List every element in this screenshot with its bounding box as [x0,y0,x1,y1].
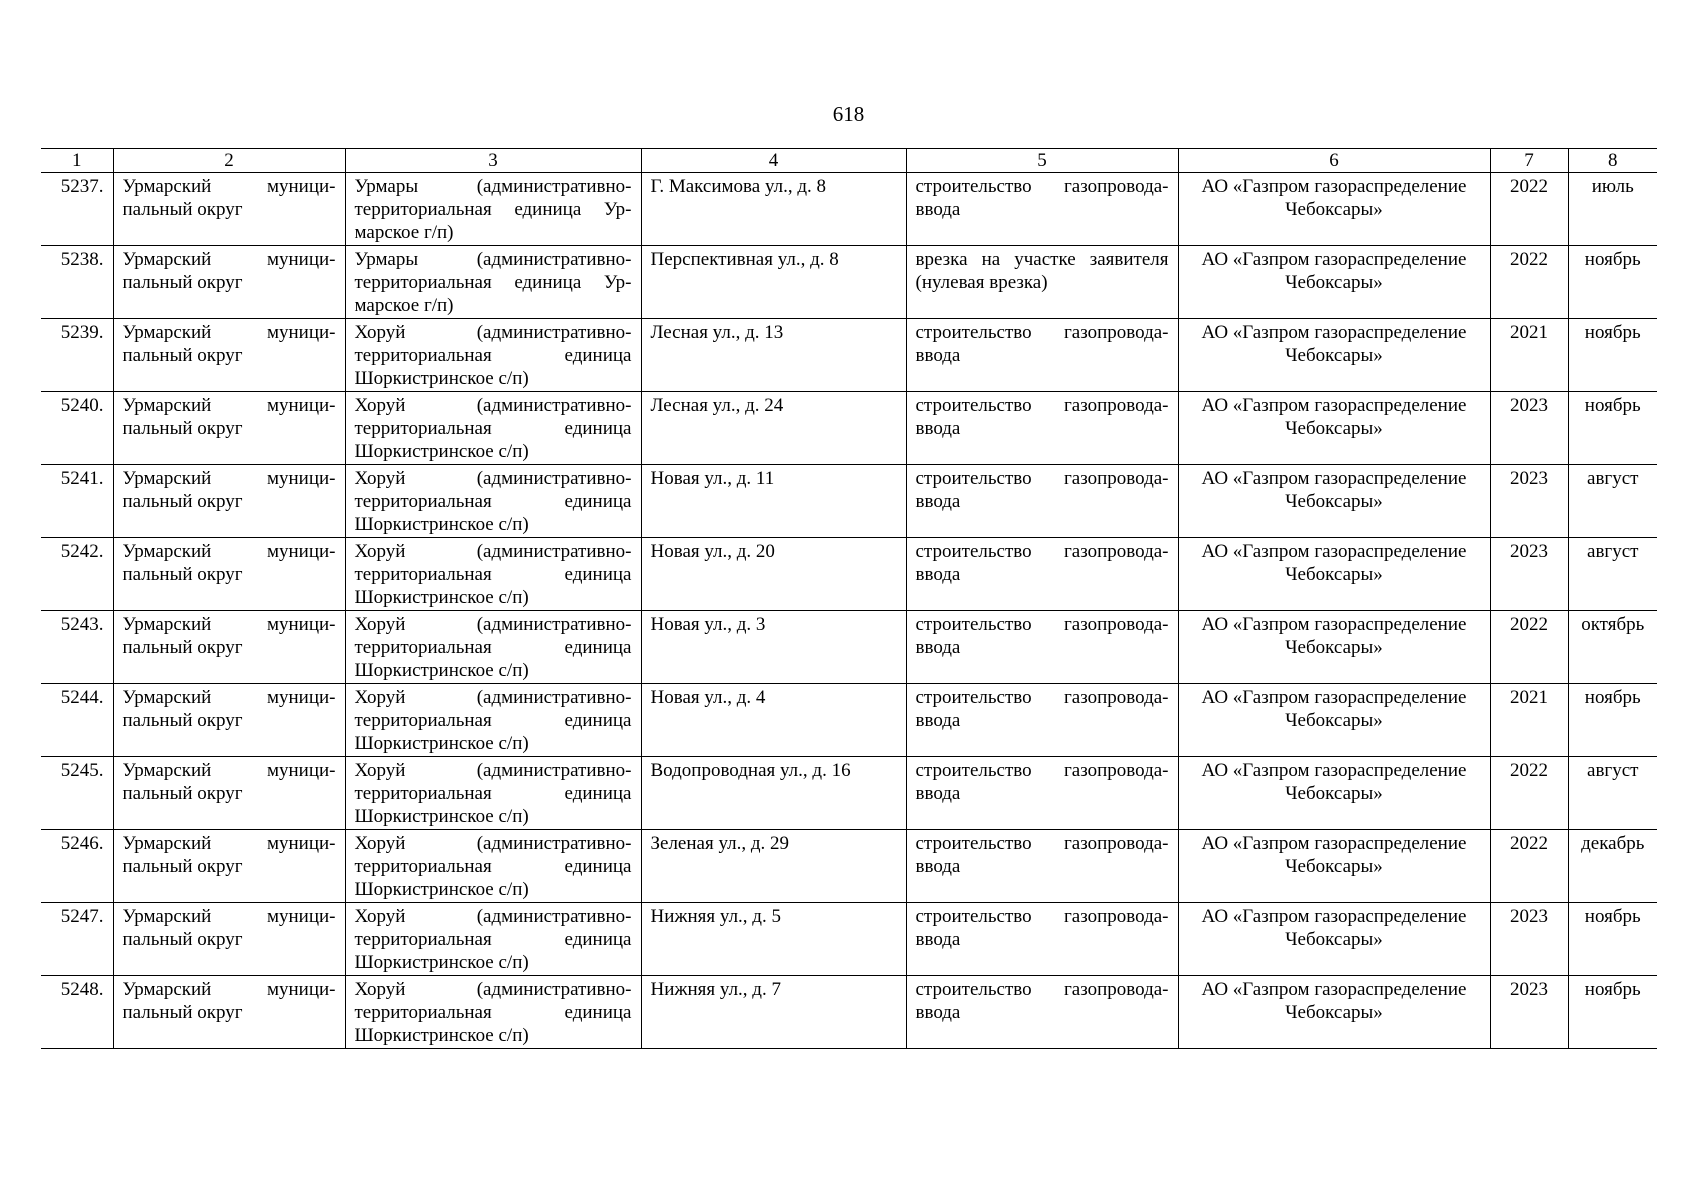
table-row [41,611,1657,684]
organization-cell: АО «Газпром газораспределение Чебоксары» [1178,246,1490,319]
organization-cell: АО «Газпром газораспределение Чебоксары» [1178,757,1490,830]
organization-cell: АО «Газпром газораспределение Чебоксары» [1178,976,1490,1049]
row-number-cell: 5240. [41,392,113,465]
year-cell: 2023 [1490,903,1568,976]
table-row [41,976,1657,1049]
month-cell: ноябрь [1568,246,1657,319]
district-cell: Урмарский муници-пальный округ [113,465,345,538]
year-cell: 2023 [1490,465,1568,538]
column-header: 1 [41,149,113,173]
header-row [41,149,1657,173]
year-cell: 2022 [1490,611,1568,684]
work-type-cell: строительство газопровода-ввода [906,538,1178,611]
table-row [41,684,1657,757]
row-number-cell: 5248. [41,976,113,1049]
address-cell: Лесная ул., д. 13 [641,319,906,392]
work-type-cell: врезка на участке заявителя (нулевая врезка) [906,246,1178,319]
work-type-cell: строительство газопровода-ввода [906,319,1178,392]
year-cell: 2022 [1490,246,1568,319]
month-cell: ноябрь [1568,319,1657,392]
district-cell: Урмарский муници-пальный округ [113,976,345,1049]
organization-cell: АО «Газпром газораспределение Чебоксары» [1178,173,1490,246]
work-type-cell: строительство газопровода-ввода [906,830,1178,903]
month-cell: август [1568,465,1657,538]
column-header: 2 [113,149,345,173]
column-header: 7 [1490,149,1568,173]
table-row [41,319,1657,392]
district-cell: Урмарский муници-пальный округ [113,392,345,465]
district-cell: Урмарский муници-пальный округ [113,319,345,392]
gasification-plan-table [41,148,1657,1049]
address-cell: Зеленая ул., д. 29 [641,830,906,903]
column-header: 5 [906,149,1178,173]
month-cell: ноябрь [1568,976,1657,1049]
month-cell: декабрь [1568,830,1657,903]
work-type-cell: строительство газопровода-ввода [906,173,1178,246]
organization-cell: АО «Газпром газораспределение Чебоксары» [1178,611,1490,684]
work-type-cell: строительство газопровода-ввода [906,757,1178,830]
year-cell: 2021 [1490,684,1568,757]
column-header: 3 [345,149,641,173]
district-cell: Урмарский муници-пальный округ [113,173,345,246]
month-cell: октябрь [1568,611,1657,684]
address-cell: Новая ул., д. 3 [641,611,906,684]
work-type-cell: строительство газопровода-ввода [906,976,1178,1049]
row-number-cell: 5244. [41,684,113,757]
settlement-cell: Хоруй (административно-территориальная единица Шоркистринское с/п) [345,903,641,976]
year-cell: 2023 [1490,976,1568,1049]
month-cell: июль [1568,173,1657,246]
settlement-cell: Хоруй (административно-территориальная единица Шоркистринское с/п) [345,319,641,392]
month-cell: август [1568,757,1657,830]
settlement-cell: Хоруй (административно-территориальная единица Шоркистринское с/п) [345,830,641,903]
month-cell: ноябрь [1568,684,1657,757]
organization-cell: АО «Газпром газораспределение Чебоксары» [1178,903,1490,976]
settlement-cell: Хоруй (административно-территориальная единица Шоркистринское с/п) [345,538,641,611]
table-row [41,538,1657,611]
organization-cell: АО «Газпром газораспределение Чебоксары» [1178,684,1490,757]
row-number-cell: 5242. [41,538,113,611]
settlement-cell: Хоруй (административно-территориальная единица Шоркистринское с/п) [345,392,641,465]
work-type-cell: строительство газопровода-ввода [906,684,1178,757]
table-row [41,757,1657,830]
table-row [41,465,1657,538]
row-number-cell: 5241. [41,465,113,538]
table-row [41,173,1657,246]
settlement-cell: Урмары (административно-территориальная единица Ур-марское г/п) [345,246,641,319]
column-header: 8 [1568,149,1657,173]
settlement-cell: Хоруй (административно-территориальная единица Шоркистринское с/п) [345,684,641,757]
row-number-cell: 5243. [41,611,113,684]
address-cell: Лесная ул., д. 24 [641,392,906,465]
district-cell: Урмарский муници-пальный округ [113,757,345,830]
work-type-cell: строительство газопровода-ввода [906,465,1178,538]
row-number-cell: 5239. [41,319,113,392]
organization-cell: АО «Газпром газораспределение Чебоксары» [1178,392,1490,465]
address-cell: Нижняя ул., д. 7 [641,976,906,1049]
year-cell: 2023 [1490,538,1568,611]
settlement-cell: Урмары (административно-территориальная единица Ур-марское г/п) [345,173,641,246]
page-number: 618 [832,102,865,126]
settlement-cell: Хоруй (административно-территориальная единица Шоркистринское с/п) [345,465,641,538]
district-cell: Урмарский муници-пальный округ [113,246,345,319]
district-cell: Урмарский муници-пальный округ [113,830,345,903]
organization-cell: АО «Газпром газораспределение Чебоксары» [1178,319,1490,392]
address-cell: Новая ул., д. 20 [641,538,906,611]
month-cell: ноябрь [1568,903,1657,976]
year-cell: 2022 [1490,830,1568,903]
organization-cell: АО «Газпром газораспределение Чебоксары» [1178,465,1490,538]
address-cell: Нижняя ул., д. 5 [641,903,906,976]
address-cell: Перспективная ул., д. 8 [641,246,906,319]
district-cell: Урмарский муници-пальный округ [113,611,345,684]
column-header: 6 [1178,149,1490,173]
row-number-cell: 5238. [41,246,113,319]
settlement-cell: Хоруй (административно-территориальная единица Шоркистринское с/п) [345,976,641,1049]
organization-cell: АО «Газпром газораспределение Чебоксары» [1178,830,1490,903]
settlement-cell: Хоруй (административно-территориальная единица Шоркистринское с/п) [345,611,641,684]
table-row [41,903,1657,976]
year-cell: 2022 [1490,757,1568,830]
settlement-cell: Хоруй (административно-территориальная единица Шоркистринское с/п) [345,757,641,830]
district-cell: Урмарский муници-пальный округ [113,538,345,611]
organization-cell: АО «Газпром газораспределение Чебоксары» [1178,538,1490,611]
district-cell: Урмарский муници-пальный округ [113,903,345,976]
row-number-cell: 5246. [41,830,113,903]
address-cell: Новая ул., д. 11 [641,465,906,538]
work-type-cell: строительство газопровода-ввода [906,611,1178,684]
work-type-cell: строительство газопровода-ввода [906,903,1178,976]
month-cell: ноябрь [1568,392,1657,465]
table-row [41,830,1657,903]
row-number-cell: 5245. [41,757,113,830]
district-cell: Урмарский муници-пальный округ [113,684,345,757]
address-cell: Водопроводная ул., д. 16 [641,757,906,830]
address-cell: Г. Максимова ул., д. 8 [641,173,906,246]
row-number-cell: 5247. [41,903,113,976]
year-cell: 2021 [1490,319,1568,392]
year-cell: 2022 [1490,173,1568,246]
month-cell: август [1568,538,1657,611]
table-row [41,246,1657,319]
work-type-cell: строительство газопровода-ввода [906,392,1178,465]
column-header: 4 [641,149,906,173]
table-row [41,392,1657,465]
row-number-cell: 5237. [41,173,113,246]
year-cell: 2023 [1490,392,1568,465]
address-cell: Новая ул., д. 4 [641,684,906,757]
